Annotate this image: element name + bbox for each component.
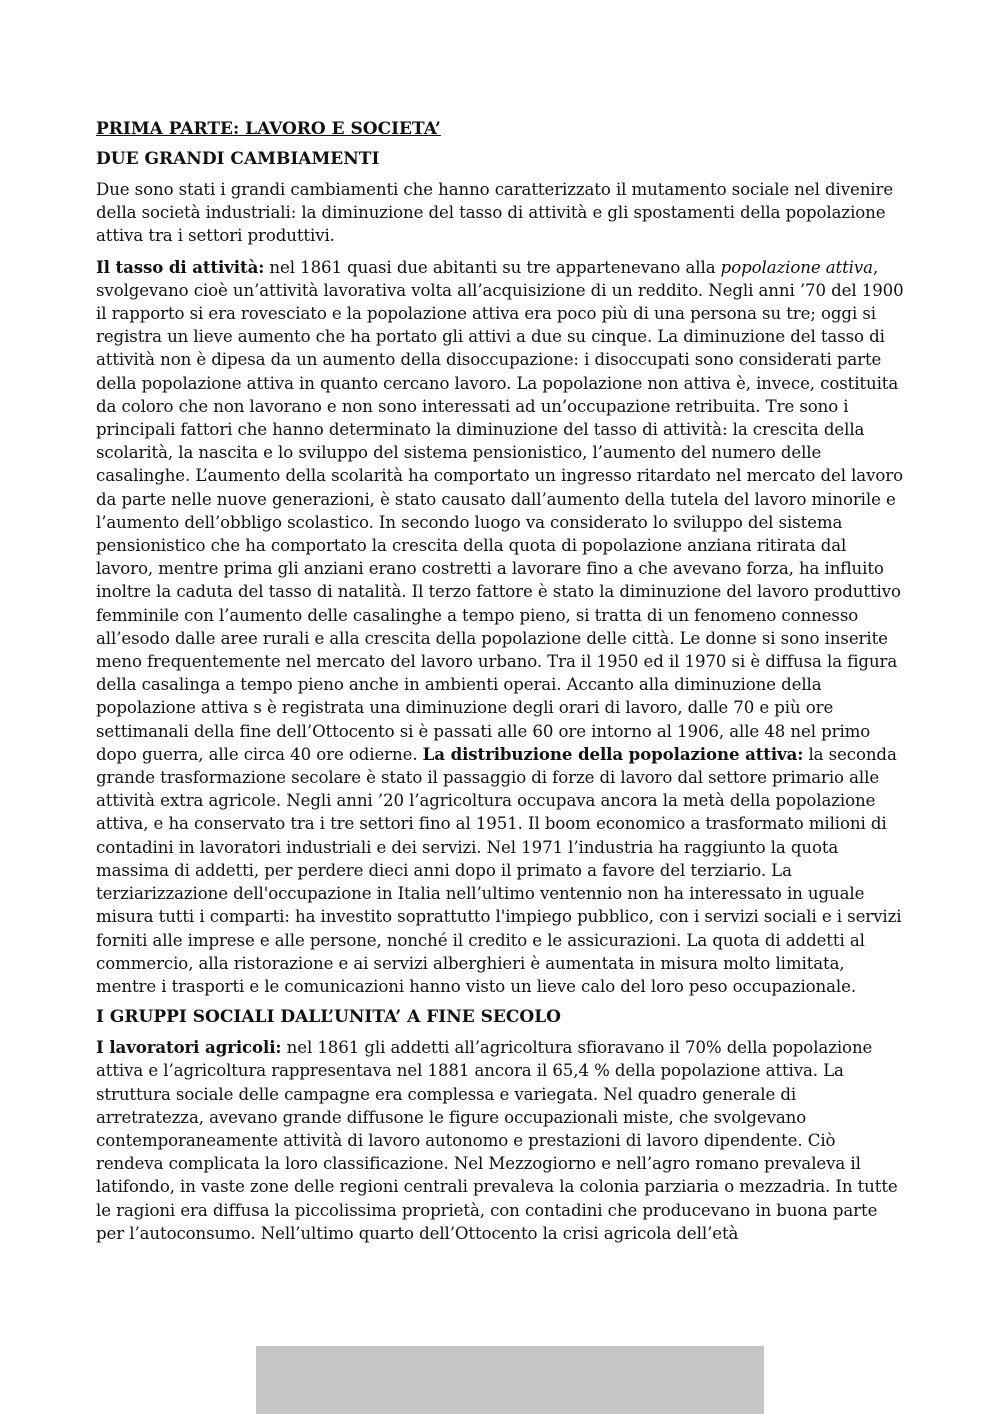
- lavoratori-agricoli-paragraph: [96, 1036, 908, 1245]
- part-title: PRIMA PARTE: LAVORO E SOCIETA’: [96, 119, 441, 139]
- intro-paragraph: [96, 178, 908, 248]
- document-page: [96, 118, 908, 1253]
- section-heading-due-grandi-cambiamenti: DUE GRANDI CAMBIAMENTI: [96, 149, 380, 169]
- agricoli-label: I lavoratori agricoli:: [96, 1037, 282, 1058]
- distribuzione-text: la seconda grande trasformazione secolare è stato il passaggio di forze di lavoro dal settore primario alle attività extra agricole. Negli anni ’20 l’agricoltura occupava ancora la metà della popolazione attiva, e ha conservato tra i tre settori fino al 1951. Il boom economico a trasformato milioni di contadini in lavoratori industriali e dei servizi. Nel 1971 l’industria ha raggiunto la quota massima di addetti, per perdere dieci anni dopo il primato a favore del terziario. La terziarizzazione dell'occupazione in Italia nell’ultimo ventennio non ha interessato in uguale misura tutti i comparti: ha investito soprattutto l'impiego pubblico, con i servizi sociali e i servizi forniti alle imprese e alle persone, nonché il credito e le assicurazioni. La quota di addetti al commercio, alla ristorazione e ai servizi alberghieri è aumentata in misura molto limitata, mentre i trasporti e le comunicazioni hanno visto un lieve calo del loro peso occupazionale.: [96, 744, 902, 996]
- intro-text: Due sono stati i grandi cambiamenti che hanno caratterizzato il mutamento sociale nel divenire della società industriali: la diminuzione del tasso di attività e gli spostamenti della popolazione attiva tra i settori produttivi.: [96, 180, 894, 246]
- distribuzione-label: La distribuzione della popolazione attiva:: [422, 743, 804, 764]
- tasso-text-b: , svolgevano cioè un’attività lavorativa volta all’acquisizione di un reddito. Negli anni ’70 del 1900 il rapporto si era rovesciato e la popolazione attiva era poco più di una persona su tre; oggi si registra un lieve aumento che ha portato gli attivi a due su cinque. La diminuzione del tasso di attività non è dipesa da un aumento della disoccupazione: i disoccupati sono considerati parte della popolazione attiva in quanto cercano lavoro. La popolazione non attiva è, invece, costituita da coloro che non lavorano e non sono interessati ad un’occupazione retribuita. Tre sono i principali fattori che hanno determinato la diminuzione del tasso di attività: la crescita della scolarità, la nascita e lo sviluppo del sistema pensionistico, l’aumento del numero delle casalinghe. L’aumento della scolarità ha comportato un ingresso ritardato nel mercato del lavoro da parte nelle nuove generazioni, è stato causato dall’aumento della tutela del lavoro minorile e l’aumento dell’obbligo scolastico. In secondo luogo va considerato lo sviluppo del sistema pensionistico che ha comportato la crescita della quota di popolazione anziana ritirata dal lavoro, mentre prima gli anziani erano costretti a lavorare fino a che avevano forza, ha influito inoltre la caduta del tasso di natalità. Il terzo fattore è stato la diminuzione del lavoro produttivo femminile con l’aumento delle casalinghe a tempo pieno, si tratta di un fenomeno connesso all’esodo dalle aree rurali e alla crescita della popolazione delle città. Le donne si sono inserite meno frequentemente nel mercato del lavoro urbano. Tra il 1950 ed il 1970 si è diffusa la figura della casalinga a tempo pieno anche in ambienti operai. Accanto alla diminuzione della popolazione attiva s è registrata una diminuzione degli orari di lavoro, dalle 70 e più ore settimanali della fine dell’Ottocento si è passati alle 60 ore intorno al 1906, alle 48 nel primo dopo guerra, alle circa 40 ore odierne.: [96, 257, 904, 764]
- tasso-text-a: nel 1861 quasi due abitanti su tre appartenevano alla: [264, 257, 721, 277]
- tasso-label: Il tasso di attività:: [96, 256, 265, 277]
- section-heading-gruppi-sociali: I GRUPPI SOCIALI DALL’UNITA’ A FINE SECOLO: [96, 1007, 561, 1028]
- popolazione-attiva-term: popolazione attiva: [720, 257, 873, 277]
- agricoli-text: nel 1861 gli addetti all’agricoltura sfioravano il 70% della popolazione attiva e l’agricoltura rappresentava nel 1881 ancora il 65,4 % della popolazione attiva. La struttura sociale delle campagne era complessa e variegata. Nel quadro generale di arretratezza, avevano grande diffusone le figure occupazionali miste, che svolgevano contemporaneamente attività di lavoro autonomo e prestazioni di lavoro dipendente. Ciò rendeva complicata la loro classificazione. Nel Mezzogiorno e nell’agro romano prevaleva il latifondo, in vaste zone delle regioni centrali prevaleva la colonia parziaria o mezzadria. In tutte le ragioni era diffusa la piccolissima proprietà, con contadini che producevano in buona parte per l’autoconsumo. Nell’ultimo quarto dell’Ottocento la crisi agricola dell’età: [96, 1038, 898, 1243]
- tasso-di-attivita-paragraph: [96, 256, 908, 999]
- footer-gray-bar: [256, 1346, 764, 1414]
